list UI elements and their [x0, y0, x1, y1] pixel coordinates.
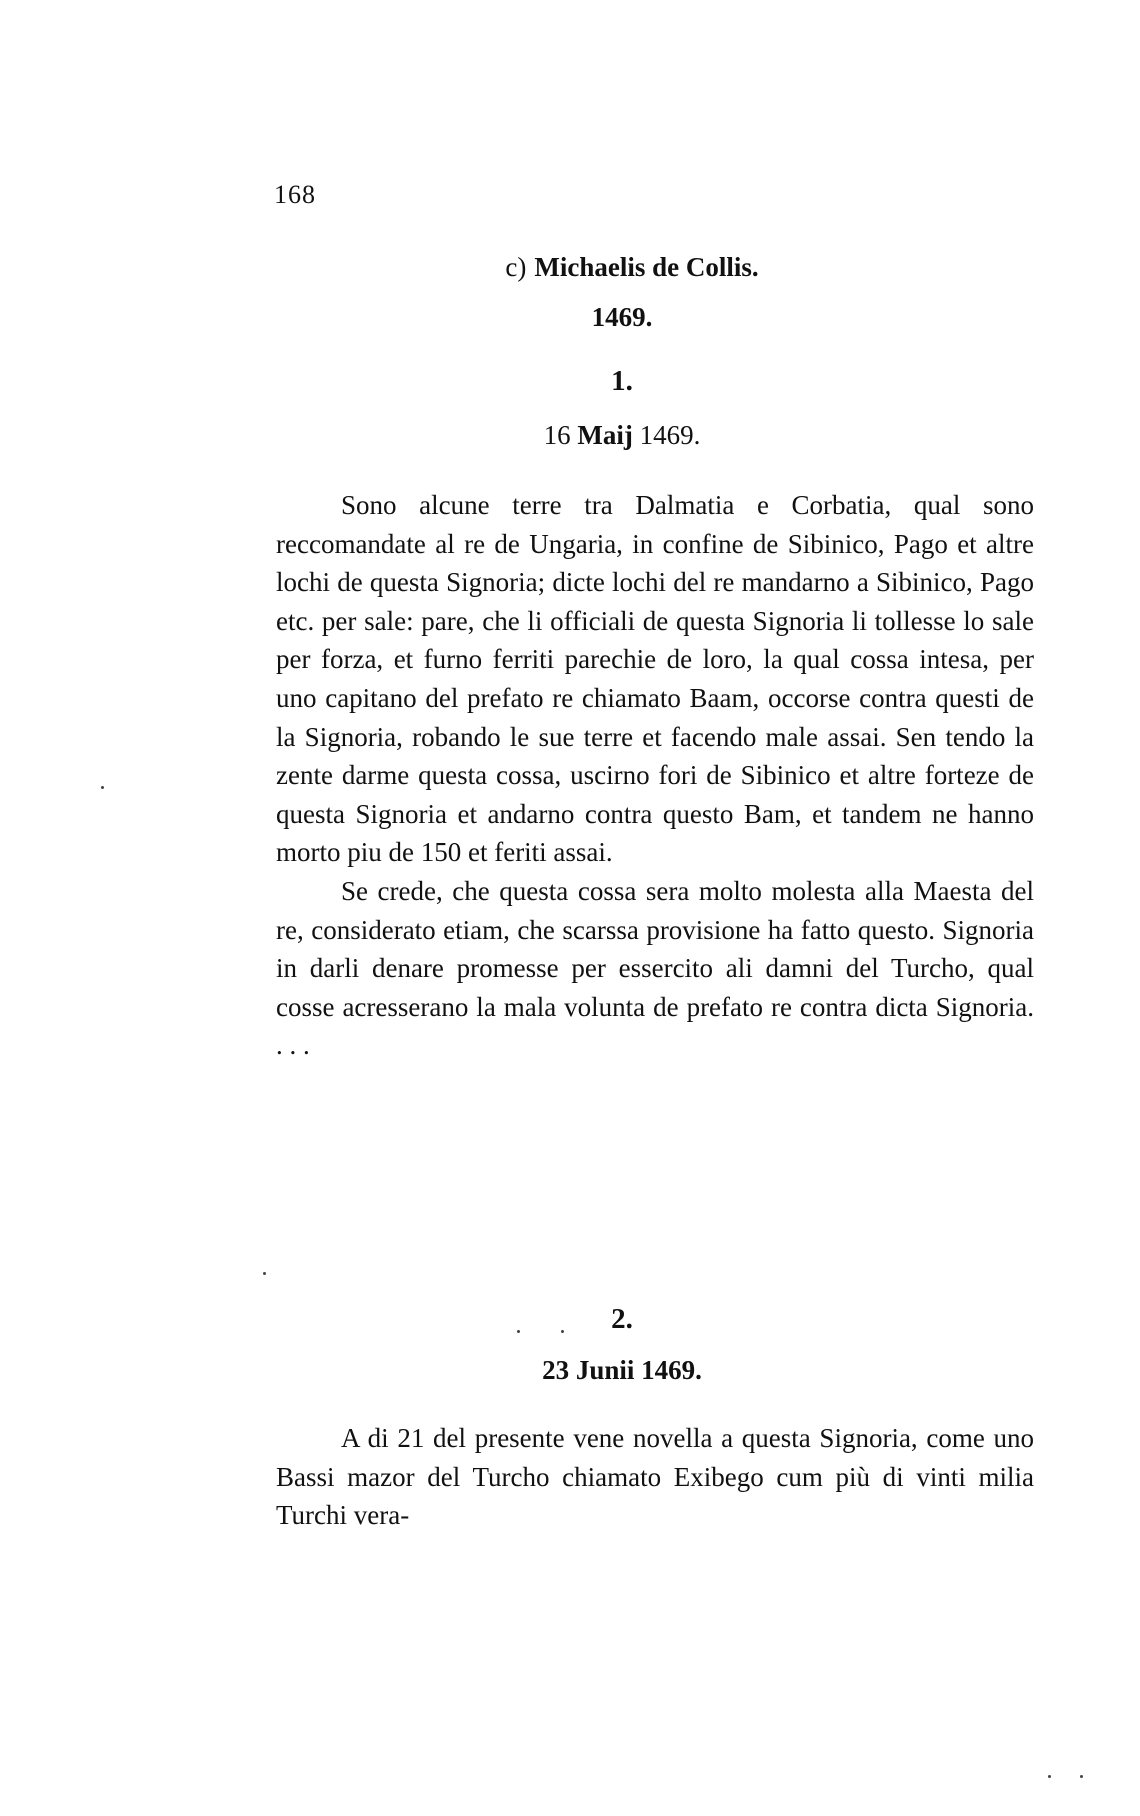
scan-speck	[517, 1330, 520, 1333]
scan-speck	[263, 1272, 266, 1275]
document-date-2: 23 Junii 1469.	[542, 1355, 702, 1385]
paragraph: A di 21 del presente vene novella a questa Signoria, come uno Bassi mazor del Turcho chiamato Exibego cum più di vinti milia Turchi vera-	[276, 1423, 1034, 1531]
date-year: 1469.	[639, 420, 701, 450]
scan-speck	[101, 786, 104, 789]
date-month: Maij	[577, 420, 633, 450]
scan-speck	[1080, 1775, 1083, 1778]
document-number-2: 2.	[611, 1303, 633, 1335]
section-author: Michaelis de Collis.	[534, 252, 759, 282]
section-year: 1469.	[591, 302, 653, 332]
section-title	[62, 252, 1140, 283]
paragraph: Sono alcune terre tra Dalmatia e Corbatia, qual sono reccomandate al re de Ungaria, in confine de Sibinico, Pago et altre lochi de questa Signoria; dicte lochi del re mandarno a Sibinico, Pago etc. per sale: pare, che li officiali de questa Signoria li tollesse lo sale per forza, et furno ferriti parechie de loro, la qual cossa intesa, per uno capitano del prefato re chiamato Baam, occorse contra questi de la Signoria, robando le sue terre et facendo male assai. Sen tendo la zente darme questa cossa, uscirno fori de Sibinico et altre forteze de questa Signoria et andarno contra questo Bam, et tandem ne hanno morto piu de 150 et feriti assai.	[276, 490, 1034, 868]
scan-speck	[1048, 1775, 1051, 1778]
document-1-body	[276, 486, 1034, 1065]
date-day: 16	[543, 420, 571, 450]
page-number: 168	[274, 180, 316, 209]
section-prefix: c)	[505, 252, 527, 282]
paragraph: Se crede, che questa cossa sera molto molesta alla Maesta del re, considerato etiam, che scarssa provisione ha fatto questo. Signoria in darli denare promesse per essercito ali damni del Turcho, qual cosse acresserano la mala volunta de prefato re contra dicta Signoria. . . .	[276, 875, 1034, 1061]
document-date-1	[52, 420, 1140, 451]
scan-speck	[561, 1330, 564, 1333]
document-number-1: 1.	[611, 365, 633, 397]
document-2-body	[276, 1419, 1034, 1535]
